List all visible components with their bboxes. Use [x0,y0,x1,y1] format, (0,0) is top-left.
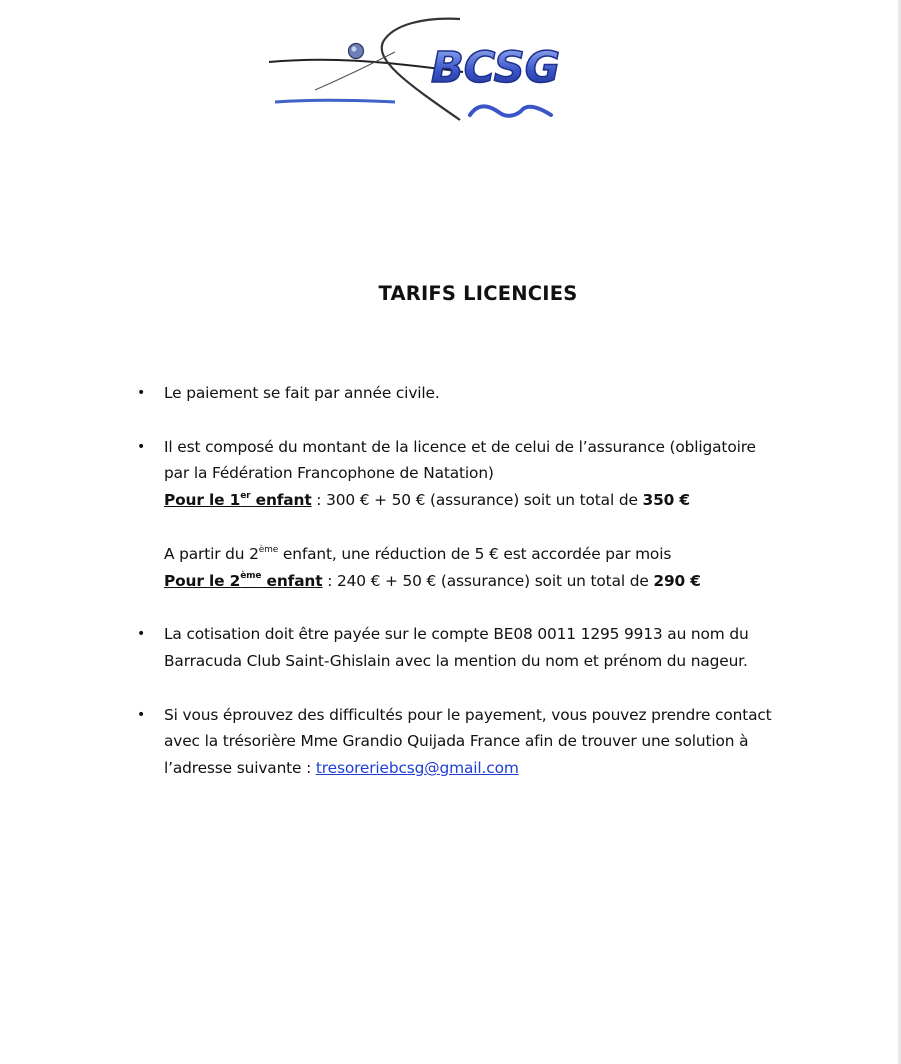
item-text-line-2: Barracuda Club Saint-Ghislain avec la mention du nom et prénom du nageur. [164,651,748,670]
item-text-line-2: avec la trésorière Mme Grandio Quijada France afin de trouver une solution à [164,732,749,751]
logo-water-line [275,100,395,102]
first-child-label: Pour le 1er enfant [164,491,312,510]
first-child-price [164,487,804,514]
bullet-icon: • [137,706,146,723]
list-item-contact [137,702,804,782]
second-child-price [164,568,804,595]
item-text-line-1: La cotisation doit être payée sur le compte BE08 0011 1295 9913 au nom du [164,625,749,644]
club-logo [255,12,565,128]
logo-wave [470,106,551,115]
first-child-total: 350 € [642,491,690,510]
logo-ball [349,44,364,59]
second-child-total: 290 € [653,571,701,590]
bullet-icon: • [137,438,146,455]
list-item-bank-account [137,621,804,675]
treasurer-email-link[interactable]: tresoreriebcsg@gmail.com [315,759,519,778]
bullet-icon: • [137,385,146,401]
item-text-line-3: l’adresse suivante : tresoreriebcsg@gmail.com [164,759,519,778]
list-item-composition [137,434,804,595]
page-title: TARIFS LICENCIES [378,282,578,305]
first-child-detail: : 300 € + 50 € (assurance) soit un total de [311,491,643,510]
item-text: Le paiement se fait par année civile. [164,384,440,402]
second-child-label: Pour le 2ème enfant [164,571,323,590]
logo-ball-highlight [352,47,357,52]
item-text-line-2: par la Fédération Francophone de Natation) [164,464,494,483]
list-item-payment-period [137,380,804,407]
item-text-line-1: Il est composé du montant de la licence et de celui de l’assurance (obligatoire [164,437,756,456]
tariff-list [137,380,804,809]
item-text-line-1: Si vous éprouvez des difficultés pour le payement, vous pouvez prendre contact [164,705,772,724]
reduction-note: A partir du 2ème enfant, une réduction de 5 € est accordée par mois [164,544,672,563]
logo-text: BCSG [431,43,561,93]
bullet-icon: • [137,626,146,643]
second-child-detail: : 240 € + 50 € (assurance) soit un total de [322,571,654,590]
